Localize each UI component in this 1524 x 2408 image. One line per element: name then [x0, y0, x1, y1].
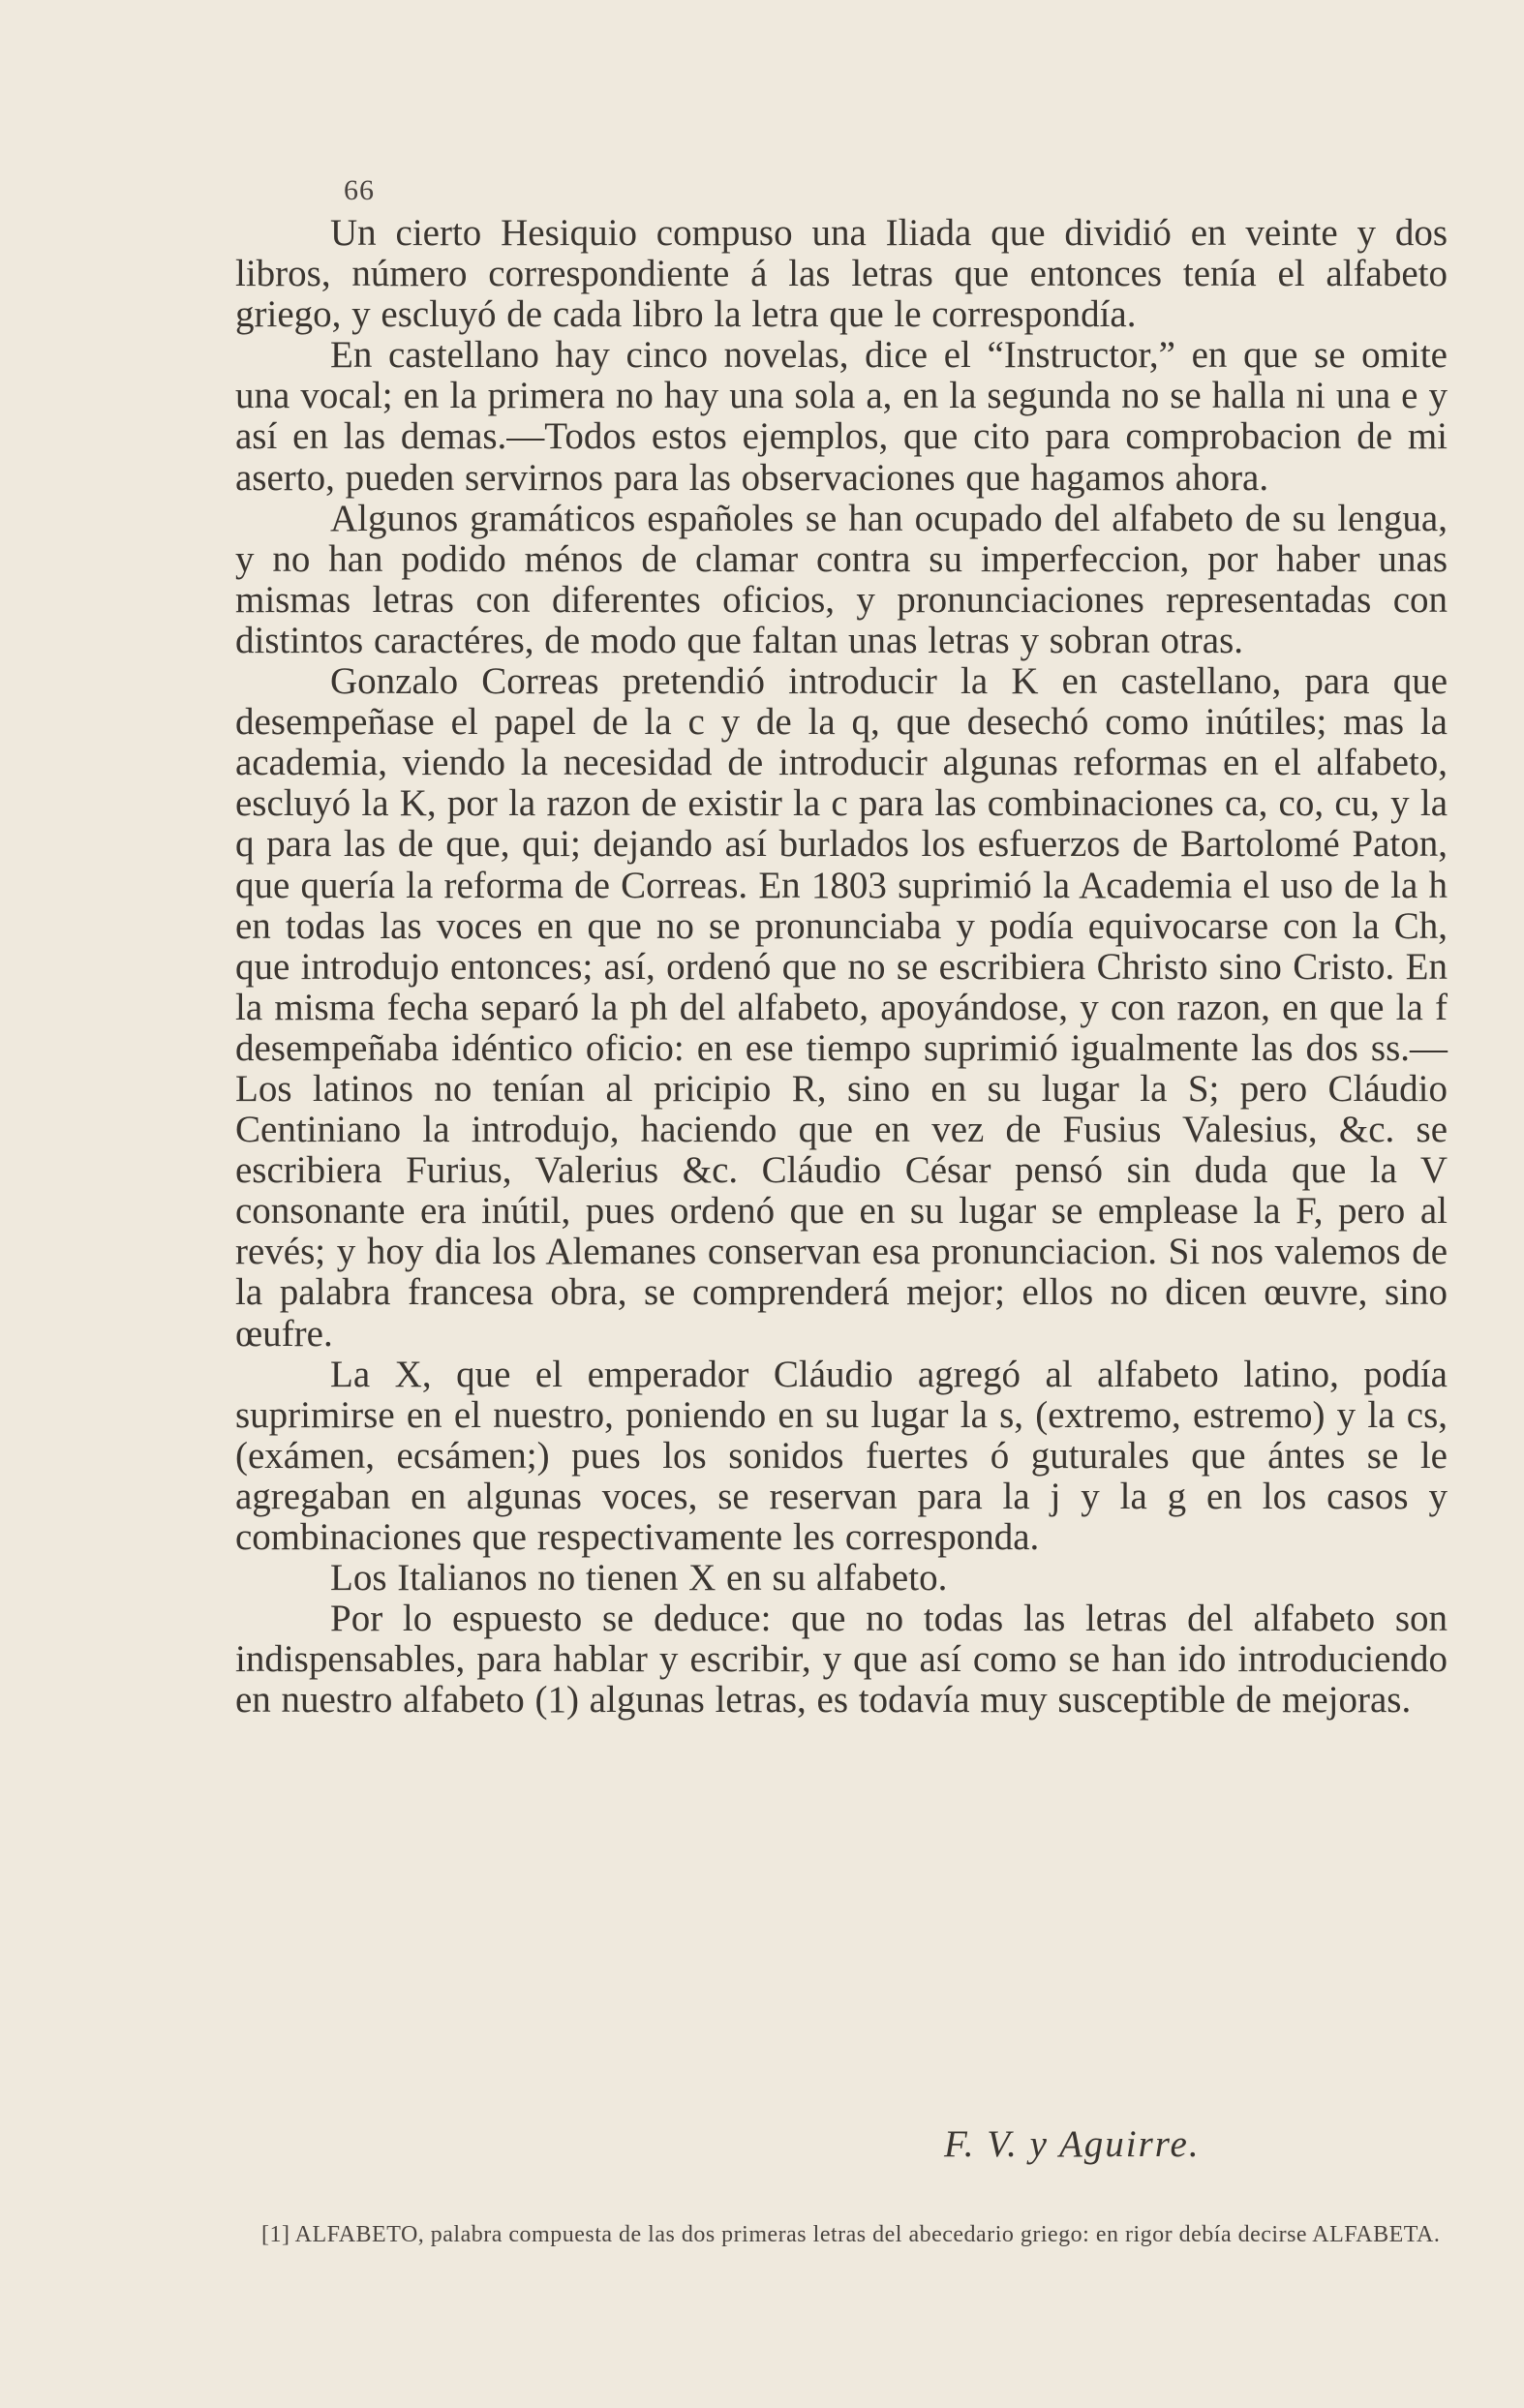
page-number: 66: [344, 174, 375, 206]
paragraph-3: Algunos gramáticos españoles se han ocupado del alfabeto de su lengua, y no han podido ménos de clamar contra su imperfeccion, por haber unas mismas letras con diferentes oficios, y pronunciaciones representadas con distintos caractéres, de modo que faltan unas letras y sobran otras.: [235, 497, 1448, 661]
footnote: [261, 2220, 1448, 2249]
body-text: [235, 213, 1448, 1721]
footnote-text: [1] ALFABETO, palabra compuesta de las dos primeras letras del abecedario griego: en rigor debía decirse ALFABETA.: [261, 2222, 1441, 2247]
author-signature: F. V. y Aguirre.: [944, 2123, 1201, 2165]
paragraph-1: Un cierto Hesiquio compuso una Iliada que dividió en veinte y dos libros, número correspondiente á las letras que entonces tenía el alfabeto griego, y escluyó de cada libro la letra que le correspondía.: [235, 212, 1448, 336]
paragraph-7: Por lo espuesto se deduce: que no todas las letras del alfabeto son indispensables, para hablar y escribir, y que así como se han ido introduciendo en nuestro alfabeto (1) algunas letras, es todavía muy susceptible de mejoras.: [235, 1598, 1448, 1722]
paragraph-2: En castellano hay cinco novelas, dice el “Instructor,” en que se omite una vocal; en la primera no hay una sola a, en la segunda no se halla ni una e y así en las demas.—Todos estos ejemplos, que cito para comprobacion de mi aserto, pueden servirnos para las observaciones que hagamos ahora.: [235, 334, 1448, 499]
paragraph-6: Los Italianos no tienen X en su alfabeto.: [330, 1557, 948, 1600]
paragraph-5: La X, que el emperador Cláudio agregó al alfabeto latino, podía suprimirse en el nuestro, poniendo en su lugar la s, (extremo, estremo) y la cs, (exámen, ecsámen;) pues los sonidos fuertes ó guturales que ántes se le agregaban en algunas voces, se reservan para la j y la g en los casos y combinaciones que respectivamente les corresponda.: [235, 1353, 1448, 1558]
paragraph-4: Gonzalo Correas pretendió introducir la K en castellano, para que desempeñase el papel de la c y de la q, que desechó como inútiles; mas la academia, viendo la necesidad de introducir algunas reformas en el alfabeto, escluyó la K, por la razon de existir la c para las combinaciones ca, co, cu, y la q para las de que, qui; dejando así burlados los esfuerzos de Bartolomé Paton, que quería la reforma de Correas. En 1803 suprimió la Academia el uso de la h en todas las voces en que no se pronunciaba y podía equivocarse con la Ch, que introdujo entonces; así, ordenó que no se escribiera Christo sino Cristo. En la misma fecha separó la ph del alfabeto, apoyándose, y con razon, en que la f desempeñaba idéntico oficio: en ese tiempo suprimió igualmente las dos ss.—Los latinos no tenían al pricipio R, sino en su lugar la S; pero Cláudio Centiniano la introdujo, haciendo que en vez de Fusius Valesius, &c. se escribiera Furius, Valerius &c. Cláudio César pensó sin duda que la V consonante era inútil, pues ordenó que en su lugar se emplease la F, pero al revés; y hoy dia los Alemanes conservan esa pronunciacion. Si nos valemos de la palabra francesa obra, se comprenderá mejor; ellos no dicen œuvre, sino œufre.: [235, 660, 1448, 1355]
